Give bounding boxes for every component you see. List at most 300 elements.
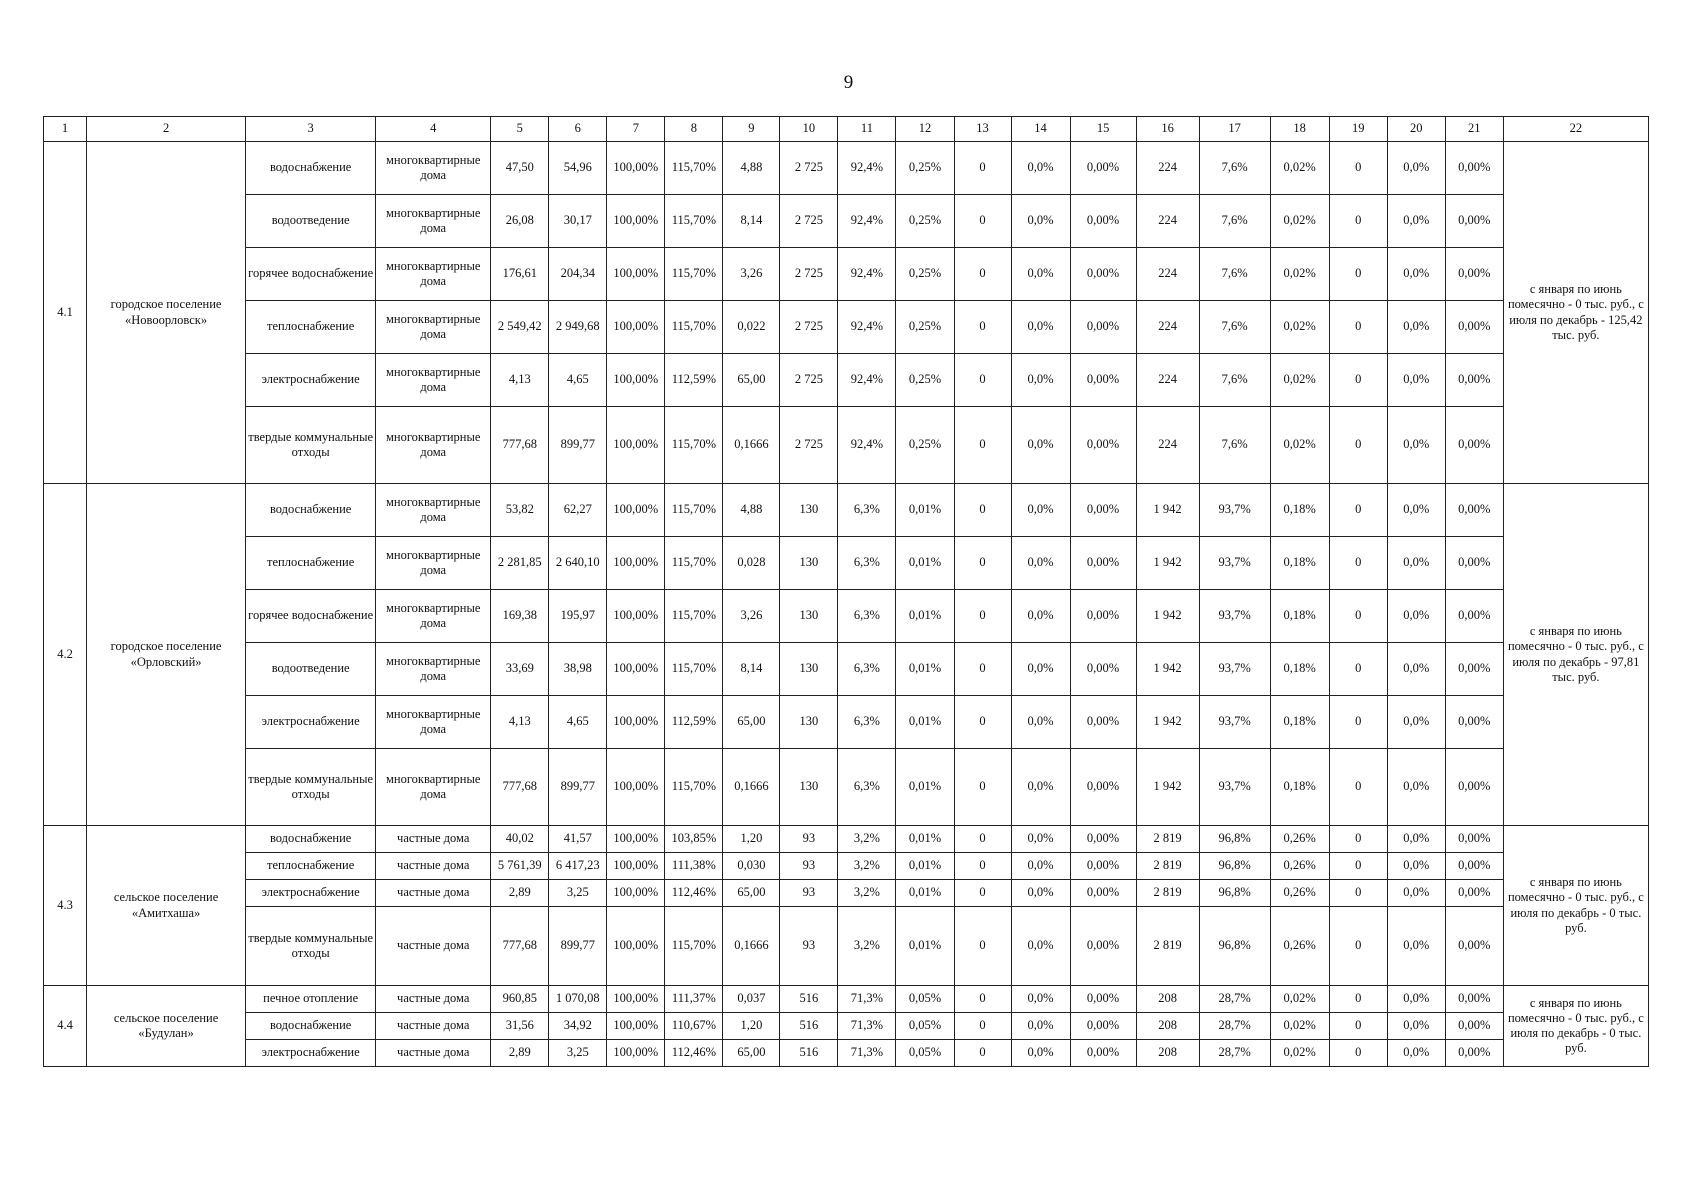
value-cell: 0,0% — [1011, 1040, 1070, 1067]
group-code-cell: 4.4 — [44, 986, 87, 1067]
value-cell: 0,0% — [1387, 195, 1445, 248]
table-row — [44, 853, 1649, 880]
value-cell: 71,3% — [838, 986, 896, 1013]
value-cell: 93 — [780, 826, 838, 853]
value-cell: 899,77 — [549, 907, 607, 986]
settlement-name-cell: сельское поселение «Будулан» — [87, 986, 246, 1067]
value-cell: 204,34 — [549, 248, 607, 301]
value-cell: 0,02% — [1270, 407, 1329, 484]
value-cell: 0 — [954, 484, 1011, 537]
housing-type-cell: многоквартирные дома — [376, 484, 491, 537]
value-cell: 0,25% — [896, 354, 954, 407]
value-cell: 0,00% — [1070, 248, 1136, 301]
value-cell: 0 — [954, 826, 1011, 853]
value-cell: 100,00% — [607, 749, 665, 826]
value-cell: 0,0% — [1387, 1013, 1445, 1040]
value-cell: 28,7% — [1199, 1013, 1270, 1040]
value-cell: 111,37% — [665, 986, 723, 1013]
value-cell: 0 — [954, 1013, 1011, 1040]
value-cell: 115,70% — [665, 590, 723, 643]
header-cell: 14 — [1011, 117, 1070, 142]
value-cell: 0,0% — [1387, 853, 1445, 880]
value-cell: 2 725 — [780, 142, 838, 195]
service-cell: теплоснабжение — [246, 301, 376, 354]
value-cell: 0 — [1329, 1040, 1387, 1067]
value-cell: 130 — [780, 484, 838, 537]
value-cell: 62,27 — [549, 484, 607, 537]
value-cell: 0,037 — [723, 986, 780, 1013]
note-cell: с января по июнь помесячно - 0 тыс. руб., с июля по декабрь - 125,42 тыс. руб. — [1503, 142, 1648, 484]
value-cell: 0,26% — [1270, 826, 1329, 853]
value-cell: 0,00% — [1070, 537, 1136, 590]
value-cell: 92,4% — [838, 354, 896, 407]
value-cell: 0,0% — [1011, 301, 1070, 354]
housing-type-cell: многоквартирные дома — [376, 142, 491, 195]
value-cell: 100,00% — [607, 195, 665, 248]
housing-type-cell: многоквартирные дома — [376, 354, 491, 407]
value-cell: 208 — [1136, 1013, 1199, 1040]
value-cell: 0 — [954, 749, 1011, 826]
value-cell: 0,01% — [896, 484, 954, 537]
value-cell: 0 — [954, 853, 1011, 880]
value-cell: 115,70% — [665, 907, 723, 986]
value-cell: 0,25% — [896, 142, 954, 195]
service-cell: твердые коммунальные отходы — [246, 907, 376, 986]
value-cell: 93,7% — [1199, 696, 1270, 749]
value-cell: 0,00% — [1445, 1013, 1503, 1040]
table-row — [44, 537, 1649, 590]
value-cell: 2 949,68 — [549, 301, 607, 354]
value-cell: 0 — [954, 248, 1011, 301]
value-cell: 71,3% — [838, 1013, 896, 1040]
value-cell: 110,67% — [665, 1013, 723, 1040]
value-cell: 100,00% — [607, 880, 665, 907]
value-cell: 0,00% — [1070, 301, 1136, 354]
value-cell: 0,00% — [1070, 1013, 1136, 1040]
value-cell: 0 — [1329, 484, 1387, 537]
value-cell: 0,00% — [1070, 142, 1136, 195]
value-cell: 0 — [954, 590, 1011, 643]
value-cell: 0,00% — [1445, 853, 1503, 880]
value-cell: 0,18% — [1270, 696, 1329, 749]
value-cell: 0,0% — [1011, 853, 1070, 880]
housing-type-cell: многоквартирные дома — [376, 590, 491, 643]
value-cell: 0,0% — [1387, 643, 1445, 696]
header-cell: 9 — [723, 117, 780, 142]
table-row — [44, 484, 1649, 537]
value-cell: 92,4% — [838, 248, 896, 301]
value-cell: 130 — [780, 590, 838, 643]
value-cell: 0 — [1329, 301, 1387, 354]
value-cell: 0,01% — [896, 826, 954, 853]
value-cell: 4,65 — [549, 354, 607, 407]
value-cell: 100,00% — [607, 1013, 665, 1040]
housing-type-cell: частные дома — [376, 1013, 491, 1040]
value-cell: 516 — [780, 1013, 838, 1040]
value-cell: 0,00% — [1445, 537, 1503, 590]
value-cell: 112,46% — [665, 1040, 723, 1067]
value-cell: 2 281,85 — [491, 537, 549, 590]
value-cell: 0,18% — [1270, 749, 1329, 826]
value-cell: 777,68 — [491, 749, 549, 826]
note-cell: с января по июнь помесячно - 0 тыс. руб., с июля по декабрь - 0 тыс. руб. — [1503, 826, 1648, 986]
value-cell: 5 761,39 — [491, 853, 549, 880]
value-cell: 93,7% — [1199, 537, 1270, 590]
value-cell: 2 725 — [780, 407, 838, 484]
value-cell: 0 — [954, 696, 1011, 749]
value-cell: 28,7% — [1199, 1040, 1270, 1067]
value-cell: 0,0% — [1011, 643, 1070, 696]
housing-type-cell: частные дома — [376, 907, 491, 986]
service-cell: водоснабжение — [246, 826, 376, 853]
housing-type-cell: многоквартирные дома — [376, 643, 491, 696]
value-cell: 71,3% — [838, 1040, 896, 1067]
value-cell: 0,00% — [1070, 986, 1136, 1013]
settlement-name-cell: городское поселение «Новоорловск» — [87, 142, 246, 484]
value-cell: 100,00% — [607, 248, 665, 301]
value-cell: 2 725 — [780, 248, 838, 301]
value-cell: 0,25% — [896, 195, 954, 248]
value-cell: 777,68 — [491, 907, 549, 986]
value-cell: 2,89 — [491, 1040, 549, 1067]
value-cell: 0,0% — [1387, 986, 1445, 1013]
value-cell: 0,0% — [1011, 696, 1070, 749]
value-cell: 0 — [1329, 407, 1387, 484]
value-cell: 92,4% — [838, 195, 896, 248]
value-cell: 0 — [1329, 907, 1387, 986]
value-cell: 0,25% — [896, 301, 954, 354]
value-cell: 4,13 — [491, 696, 549, 749]
value-cell: 115,70% — [665, 537, 723, 590]
value-cell: 3,25 — [549, 1040, 607, 1067]
header-cell: 17 — [1199, 117, 1270, 142]
value-cell: 1 942 — [1136, 590, 1199, 643]
value-cell: 0,26% — [1270, 853, 1329, 880]
value-cell: 93,7% — [1199, 590, 1270, 643]
value-cell: 28,7% — [1199, 986, 1270, 1013]
value-cell: 0,02% — [1270, 1013, 1329, 1040]
value-cell: 4,13 — [491, 354, 549, 407]
value-cell: 1 942 — [1136, 537, 1199, 590]
value-cell: 2 819 — [1136, 826, 1199, 853]
value-cell: 0,0% — [1011, 537, 1070, 590]
value-cell: 115,70% — [665, 301, 723, 354]
header-cell: 3 — [246, 117, 376, 142]
value-cell: 899,77 — [549, 407, 607, 484]
service-cell: теплоснабжение — [246, 853, 376, 880]
value-cell: 96,8% — [1199, 880, 1270, 907]
value-cell: 54,96 — [549, 142, 607, 195]
value-cell: 130 — [780, 696, 838, 749]
value-cell: 960,85 — [491, 986, 549, 1013]
value-cell: 65,00 — [723, 880, 780, 907]
housing-type-cell: многоквартирные дома — [376, 248, 491, 301]
value-cell: 0,02% — [1270, 301, 1329, 354]
value-cell: 0,0% — [1011, 880, 1070, 907]
value-cell: 0,05% — [896, 1040, 954, 1067]
value-cell: 0,02% — [1270, 195, 1329, 248]
value-cell: 112,46% — [665, 880, 723, 907]
value-cell: 53,82 — [491, 484, 549, 537]
value-cell: 0,0% — [1387, 1040, 1445, 1067]
value-cell: 0,00% — [1445, 354, 1503, 407]
table-row — [44, 880, 1649, 907]
housing-type-cell: частные дома — [376, 826, 491, 853]
value-cell: 0 — [1329, 643, 1387, 696]
value-cell: 7,6% — [1199, 407, 1270, 484]
header-cell: 4 — [376, 117, 491, 142]
value-cell: 93,7% — [1199, 484, 1270, 537]
value-cell: 0,00% — [1445, 248, 1503, 301]
value-cell: 0 — [954, 907, 1011, 986]
value-cell: 224 — [1136, 301, 1199, 354]
value-cell: 0,0% — [1011, 407, 1070, 484]
value-cell: 0,0% — [1011, 354, 1070, 407]
value-cell: 112,59% — [665, 354, 723, 407]
service-cell: водоснабжение — [246, 1013, 376, 1040]
header-cell: 6 — [549, 117, 607, 142]
value-cell: 6,3% — [838, 537, 896, 590]
value-cell: 224 — [1136, 407, 1199, 484]
value-cell: 3,2% — [838, 853, 896, 880]
value-cell: 0,01% — [896, 537, 954, 590]
group-code-cell: 4.2 — [44, 484, 87, 826]
header-cell: 15 — [1070, 117, 1136, 142]
value-cell: 0,00% — [1445, 484, 1503, 537]
value-cell: 33,69 — [491, 643, 549, 696]
value-cell: 0,0% — [1011, 195, 1070, 248]
value-cell: 0,00% — [1070, 1040, 1136, 1067]
value-cell: 0,00% — [1070, 826, 1136, 853]
value-cell: 0 — [1329, 880, 1387, 907]
value-cell: 0,0% — [1387, 590, 1445, 643]
value-cell: 1 070,08 — [549, 986, 607, 1013]
value-cell: 65,00 — [723, 696, 780, 749]
value-cell: 0,1666 — [723, 749, 780, 826]
value-cell: 0,26% — [1270, 880, 1329, 907]
value-cell: 3,2% — [838, 907, 896, 986]
value-cell: 92,4% — [838, 407, 896, 484]
housing-type-cell: частные дома — [376, 853, 491, 880]
value-cell: 4,88 — [723, 484, 780, 537]
value-cell: 0,00% — [1070, 407, 1136, 484]
value-cell: 0 — [1329, 195, 1387, 248]
value-cell: 0,0% — [1387, 354, 1445, 407]
value-cell: 224 — [1136, 248, 1199, 301]
housing-type-cell: многоквартирные дома — [376, 696, 491, 749]
table-row — [44, 195, 1649, 248]
value-cell: 38,98 — [549, 643, 607, 696]
value-cell: 0,030 — [723, 853, 780, 880]
header-cell: 11 — [838, 117, 896, 142]
housing-type-cell: частные дома — [376, 880, 491, 907]
note-cell: с января по июнь помесячно - 0 тыс. руб., с июля по декабрь - 0 тыс. руб. — [1503, 986, 1648, 1067]
table-row — [44, 248, 1649, 301]
header-row — [44, 117, 1649, 142]
value-cell: 0,00% — [1445, 986, 1503, 1013]
value-cell: 0,00% — [1070, 749, 1136, 826]
value-cell: 0,1666 — [723, 907, 780, 986]
value-cell: 4,88 — [723, 142, 780, 195]
value-cell: 0,0% — [1011, 986, 1070, 1013]
value-cell: 100,00% — [607, 301, 665, 354]
value-cell: 0 — [1329, 590, 1387, 643]
value-cell: 31,56 — [491, 1013, 549, 1040]
value-cell: 0,00% — [1070, 590, 1136, 643]
value-cell: 176,61 — [491, 248, 549, 301]
value-cell: 2,89 — [491, 880, 549, 907]
table-row — [44, 1040, 1649, 1067]
value-cell: 0,00% — [1445, 195, 1503, 248]
value-cell: 0 — [1329, 354, 1387, 407]
value-cell: 112,59% — [665, 696, 723, 749]
value-cell: 4,65 — [549, 696, 607, 749]
value-cell: 0 — [954, 195, 1011, 248]
value-cell: 0 — [1329, 749, 1387, 826]
value-cell: 6 417,23 — [549, 853, 607, 880]
housing-type-cell: многоквартирные дома — [376, 749, 491, 826]
service-cell: горячее водоснабжение — [246, 590, 376, 643]
housing-type-cell: многоквартирные дома — [376, 301, 491, 354]
value-cell: 1 942 — [1136, 484, 1199, 537]
value-cell: 100,00% — [607, 1040, 665, 1067]
value-cell: 0,02% — [1270, 142, 1329, 195]
value-cell: 0 — [1329, 853, 1387, 880]
value-cell: 1,20 — [723, 826, 780, 853]
value-cell: 0,18% — [1270, 537, 1329, 590]
value-cell: 0,01% — [896, 907, 954, 986]
value-cell: 0,00% — [1445, 407, 1503, 484]
value-cell: 0,00% — [1070, 484, 1136, 537]
value-cell: 0,01% — [896, 643, 954, 696]
value-cell: 0,00% — [1445, 301, 1503, 354]
value-cell: 1 942 — [1136, 643, 1199, 696]
value-cell: 6,3% — [838, 643, 896, 696]
value-cell: 1 942 — [1136, 696, 1199, 749]
value-cell: 0,02% — [1270, 1040, 1329, 1067]
value-cell: 208 — [1136, 986, 1199, 1013]
housing-type-cell: многоквартирные дома — [376, 537, 491, 590]
value-cell: 1 942 — [1136, 749, 1199, 826]
value-cell: 7,6% — [1199, 195, 1270, 248]
service-cell: твердые коммунальные отходы — [246, 407, 376, 484]
value-cell: 0,00% — [1070, 853, 1136, 880]
housing-type-cell: частные дома — [376, 986, 491, 1013]
value-cell: 0,02% — [1270, 248, 1329, 301]
header-cell: 1 — [44, 117, 87, 142]
value-cell: 0,0% — [1387, 696, 1445, 749]
value-cell: 7,6% — [1199, 354, 1270, 407]
table-row — [44, 986, 1649, 1013]
value-cell: 3,2% — [838, 880, 896, 907]
value-cell: 0,00% — [1445, 880, 1503, 907]
header-cell: 7 — [607, 117, 665, 142]
value-cell: 34,92 — [549, 1013, 607, 1040]
service-cell: водоотведение — [246, 195, 376, 248]
value-cell: 130 — [780, 537, 838, 590]
value-cell: 93 — [780, 880, 838, 907]
value-cell: 0,00% — [1445, 643, 1503, 696]
value-cell: 0,00% — [1445, 1040, 1503, 1067]
tariff-table — [43, 116, 1649, 1067]
value-cell: 92,4% — [838, 301, 896, 354]
value-cell: 0,00% — [1070, 907, 1136, 986]
value-cell: 0,0% — [1011, 590, 1070, 643]
note-cell: с января по июнь помесячно - 0 тыс. руб., с июля по декабрь - 97,81 тыс. руб. — [1503, 484, 1648, 826]
table-row — [44, 354, 1649, 407]
value-cell: 0,18% — [1270, 590, 1329, 643]
value-cell: 40,02 — [491, 826, 549, 853]
service-cell: водоотведение — [246, 643, 376, 696]
table-row — [44, 301, 1649, 354]
value-cell: 115,70% — [665, 643, 723, 696]
value-cell: 0,00% — [1445, 907, 1503, 986]
value-cell: 0 — [954, 301, 1011, 354]
header-cell: 13 — [954, 117, 1011, 142]
value-cell: 93,7% — [1199, 643, 1270, 696]
value-cell: 0,0% — [1011, 749, 1070, 826]
value-cell: 0,0% — [1387, 407, 1445, 484]
page-number: 9 — [843, 72, 854, 93]
value-cell: 2 725 — [780, 301, 838, 354]
value-cell: 115,70% — [665, 484, 723, 537]
value-cell: 224 — [1136, 142, 1199, 195]
value-cell: 0,0% — [1387, 142, 1445, 195]
value-cell: 0,00% — [1445, 826, 1503, 853]
value-cell: 0,0% — [1387, 537, 1445, 590]
value-cell: 0,0% — [1011, 1013, 1070, 1040]
table-row — [44, 590, 1649, 643]
value-cell: 100,00% — [607, 986, 665, 1013]
value-cell: 96,8% — [1199, 853, 1270, 880]
value-cell: 93 — [780, 853, 838, 880]
value-cell: 0 — [1329, 826, 1387, 853]
value-cell: 0,0% — [1387, 484, 1445, 537]
value-cell: 0,00% — [1445, 696, 1503, 749]
value-cell: 516 — [780, 1040, 838, 1067]
value-cell: 100,00% — [607, 643, 665, 696]
value-cell: 7,6% — [1199, 301, 1270, 354]
table-row — [44, 907, 1649, 986]
value-cell: 3,26 — [723, 590, 780, 643]
value-cell: 224 — [1136, 195, 1199, 248]
value-cell: 0 — [954, 354, 1011, 407]
value-cell: 516 — [780, 986, 838, 1013]
value-cell: 0,0% — [1011, 826, 1070, 853]
value-cell: 3,2% — [838, 826, 896, 853]
value-cell: 777,68 — [491, 407, 549, 484]
service-cell: электроснабжение — [246, 696, 376, 749]
value-cell: 0 — [954, 1040, 1011, 1067]
value-cell: 0 — [954, 986, 1011, 1013]
value-cell: 100,00% — [607, 537, 665, 590]
value-cell: 0,0% — [1387, 907, 1445, 986]
value-cell: 0,02% — [1270, 986, 1329, 1013]
value-cell: 111,38% — [665, 853, 723, 880]
value-cell: 0,00% — [1070, 643, 1136, 696]
value-cell: 0,1666 — [723, 407, 780, 484]
value-cell: 0 — [954, 880, 1011, 907]
value-cell: 8,14 — [723, 195, 780, 248]
housing-type-cell: частные дома — [376, 1040, 491, 1067]
value-cell: 0,18% — [1270, 643, 1329, 696]
value-cell: 224 — [1136, 354, 1199, 407]
value-cell: 30,17 — [549, 195, 607, 248]
value-cell: 0,0% — [1387, 749, 1445, 826]
value-cell: 0,01% — [896, 880, 954, 907]
value-cell: 1,20 — [723, 1013, 780, 1040]
value-cell: 115,70% — [665, 142, 723, 195]
